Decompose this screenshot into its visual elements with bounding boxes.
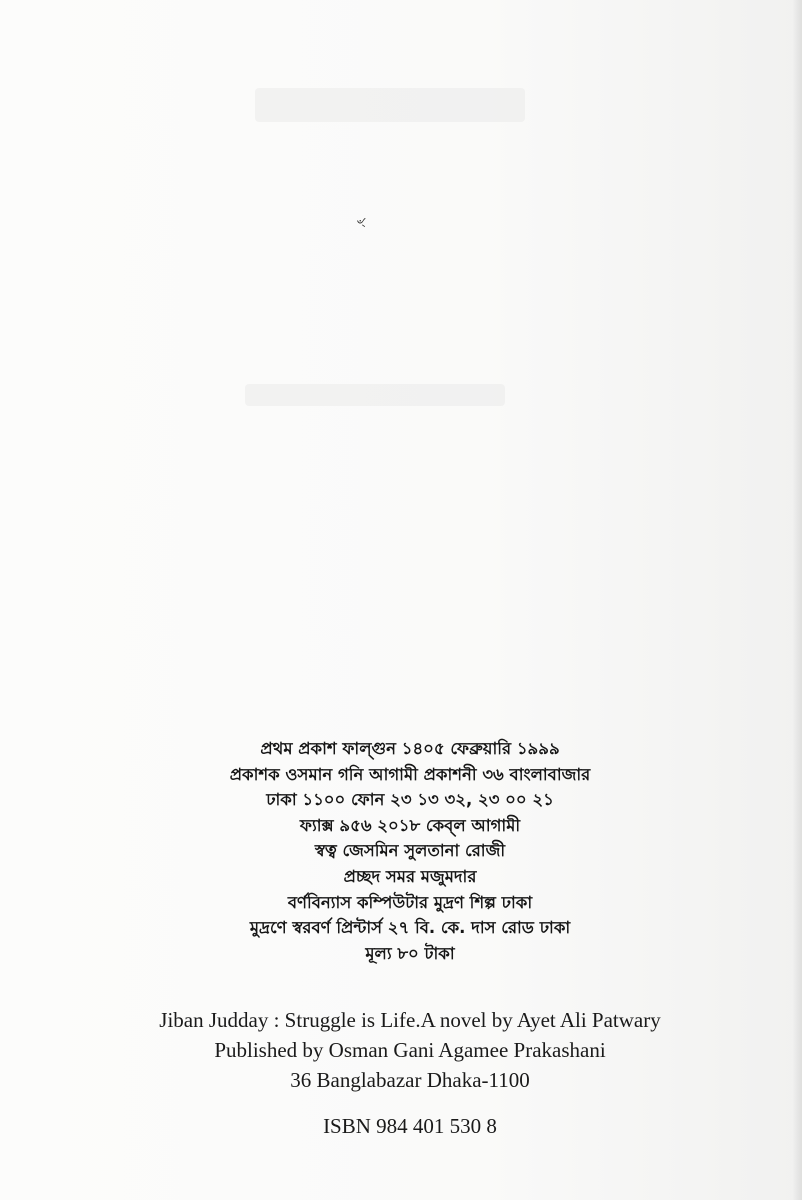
page-edge-shadow xyxy=(792,0,802,1200)
isbn-line: ISBN 984 401 530 8 xyxy=(323,1114,497,1138)
printer-mark: ৼ xyxy=(357,214,366,233)
show-through-author xyxy=(245,384,505,406)
price-line: মূল্য ৮০ টাকা xyxy=(365,943,455,963)
publisher-line: প্রকাশক ওসমান গনি আগামী প্রকাশনী ৩৬ বাংলাবাজার xyxy=(229,764,591,784)
fax-line: ফ্যাক্স ৯৫৬ ২০১৮ কেব্‌ল আগামী xyxy=(299,815,521,835)
phone-line: ঢাকা ১১০০ ফোন ২৩ ১৩ ৩২, ২৩ ০০ ২১ xyxy=(266,790,554,810)
cover-line: প্রচ্ছদ সমর মজুমদার xyxy=(343,866,477,886)
printing-line: মুদ্রণে স্বরবর্ণ প্রিন্টার্স ২৭ বি. কে. দাস রোড ঢাকা xyxy=(249,918,571,938)
english-publisher-line: Published by Osman Gani Agamee Prakashani xyxy=(214,1038,606,1062)
copyright-line: স্বত্ব জেসমিন সুলতানা রোজী xyxy=(314,841,506,861)
typesetting-line: বর্ণবিন্যাস কম্পিউটার মুদ্রণ শিল্প ঢাকা xyxy=(287,892,533,912)
bengali-imprint xyxy=(150,736,670,966)
english-imprint xyxy=(120,1005,700,1095)
english-address-line: 36 Banglabazar Dhaka-1100 xyxy=(290,1068,530,1092)
show-through-title xyxy=(255,88,525,122)
english-title-line: Jiban Judday : Struggle is Life.A novel by Ayet Ali Patwary xyxy=(159,1008,661,1032)
first-edition-line: প্রথম প্রকাশ ফাল্গুন ১৪০৫ ফেব্রুয়ারি ১৯৯৯ xyxy=(260,739,560,758)
